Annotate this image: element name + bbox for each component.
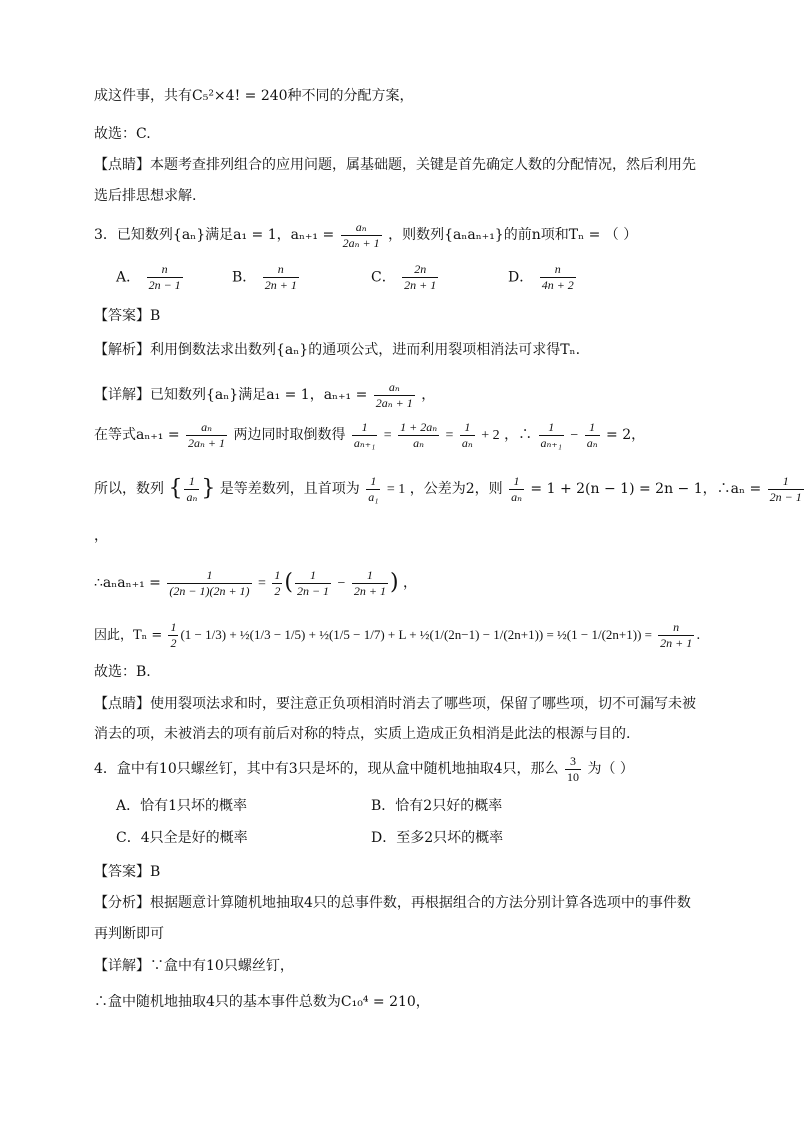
- frac-den: 2: [274, 583, 281, 598]
- frac-num: 1: [464, 419, 471, 434]
- analysis-line: 【解析】利用倒数法求出数列{aₙ}的通项公式，进而利用裂项相消法可求得Tₙ.: [94, 342, 581, 358]
- choose-line: 故选：B.: [94, 664, 151, 680]
- frac-num: n: [161, 262, 168, 276]
- option-fraction: [402, 262, 438, 293]
- fraction: [272, 568, 282, 599]
- fraction: [768, 474, 804, 505]
- so-text: ，公差为2，则: [409, 481, 503, 497]
- frac-den: 2n − 1: [296, 583, 330, 598]
- detail-text: ，: [421, 387, 436, 403]
- sum-line: [94, 616, 700, 655]
- frac-den: 10: [567, 769, 579, 784]
- frac-num: n: [554, 262, 561, 276]
- fraction: [366, 474, 380, 505]
- option-c[interactable]: C．4只全是好的概率: [116, 830, 248, 846]
- frac-den: aₙ: [398, 435, 439, 451]
- answer-label: 【答案】B: [94, 864, 161, 880]
- detail-line: 【详解】∵盒中有10只螺丝钉，: [94, 958, 294, 974]
- frac-den: 2aₙ + 1: [188, 435, 226, 450]
- option-d[interactable]: [508, 262, 578, 293]
- question-3: [94, 218, 700, 252]
- frac-num: 1: [206, 567, 213, 582]
- frac-den: 2aₙ + 1: [375, 395, 413, 410]
- comment-line: 【点睛】使用裂项法求和时，要注意正负项相消时消去了哪些项，保留了哪些项，切不可漏写未被: [94, 696, 696, 712]
- frac-den: aₙ₊₁: [540, 435, 562, 450]
- frac-num: 1: [370, 473, 377, 488]
- answer-label: 【答案】B: [94, 308, 161, 324]
- so-text: 是等差数列，且首项为: [219, 481, 360, 497]
- minus-sign: −: [570, 428, 579, 443]
- sum-text: 因此，Tₙ =: [94, 628, 163, 643]
- frac-num: 3: [570, 753, 576, 768]
- frac-num: 1: [310, 567, 316, 582]
- option-fraction: [263, 262, 299, 293]
- option-label: D．: [508, 269, 534, 286]
- option-fraction: [147, 262, 183, 293]
- fraction: [658, 620, 694, 651]
- analysis-line: 【分析】根据题意计算随机地抽取4只的总事件数，再根据组合的方法分别计算各选项中的事件数: [94, 895, 691, 911]
- probability-fraction: [565, 754, 581, 785]
- frac-num: n: [673, 620, 680, 634]
- frac-num: 1: [782, 473, 789, 488]
- frac-num: 1: [513, 473, 520, 488]
- question-4: [94, 752, 700, 786]
- product-line: ∴aₙaₙ₊₁ = $\frac{1}{(2n - 1)(2n + 1)}$ = $\frac{1}{2}$ ( $\frac{1}{2n - 1}$ − $\frac{1}{2n + 1}$ ) ，: [94, 567, 418, 598]
- question-3-text-a: 3．已知数列{aₙ}满足a₁ = 1，aₙ₊₁ =: [94, 227, 335, 243]
- option-label: A．: [116, 269, 141, 286]
- fraction: [295, 568, 331, 599]
- comment-line: 【点睛】本题考查排列组合的应用问题，属基础题，关键是首先确定人数的分配情况，然后利用先: [94, 157, 696, 173]
- frac-den: aₙ: [586, 435, 598, 450]
- question-4-text-a: 4．盒中有10只螺丝钉，其中有3只是坏的，现从盒中随机地抽取4只，那么: [94, 761, 559, 777]
- frac-den: a₁: [368, 489, 379, 504]
- analysis-line: 再判断即可: [94, 926, 164, 942]
- reciprocal-line: 在等式aₙ₊₁ = $\frac{\text{aₙ}}{\text{2aₙ + 1}}$ 两边同时取倒数得 $\frac{1}{\text{aₙ₊₁}}$ = $\frac{\text{1 + 2aₙ}}{\text{aₙ}}$ = $\frac{1}{\text{aₙ}}$ + 2 ，∴ $\frac{1}{\text{aₙ₊₁}}$ − $\frac{1}{\text{aₙ}}$ = 2，: [94, 419, 646, 450]
- recurrence-fraction: [374, 380, 415, 411]
- option-d[interactable]: D．至多2只坏的概率: [371, 830, 504, 846]
- so-text: = 1 + 2(n − 1) = 2n − 1，∴aₙ =: [530, 481, 762, 497]
- frac-den: aₙ: [461, 435, 473, 450]
- frac-num: n: [277, 262, 284, 276]
- frac-num: aₙ: [388, 379, 400, 394]
- eq-text: ，∴: [504, 427, 533, 443]
- text-line: 故选：C.: [94, 126, 151, 142]
- prod-text: ，: [403, 575, 418, 591]
- option-a[interactable]: A．恰有1只坏的概率: [116, 798, 248, 814]
- eq-text: + 2: [481, 428, 500, 443]
- fraction: [167, 568, 251, 599]
- fraction: [184, 474, 199, 505]
- so-text: 所以，数列: [94, 481, 164, 497]
- frac-num: 1: [361, 419, 368, 434]
- frac-num: 1: [274, 567, 281, 582]
- comment-line: 消去的项，未被消去的项有前后对称的特点，实质上造成正负相消是此法的根源与目的.: [94, 726, 631, 742]
- question-3-text-b: ，则数列{aₙaₙ₊₁}的前n项和Tₙ = （ ）: [388, 227, 638, 243]
- frac-den: aₙ₊₁: [353, 435, 376, 450]
- fraction: [460, 420, 475, 451]
- sequence-line: 所以，数列 { $\frac{1}{\text{aₙ}}$ } 是等差数列，且首项为 $\frac{1}{\text{a₁}}$ = 1 ，公差为2，则 $\frac{1}{\text{aₙ}}$ = 1 + 2(n − 1) = 2n − 1，∴aₙ = $\frac{1}{2n - 1}$: [94, 473, 802, 504]
- frac-den: 2n − 1: [148, 278, 181, 292]
- option-label: C．: [371, 269, 396, 286]
- eq-text: 两边同时取倒数得: [233, 427, 346, 443]
- option-fraction: [540, 262, 576, 293]
- question-4-text-b: 为（ ）: [587, 761, 634, 777]
- text-line: 成这件事，共有C₅²×4! = 240种不同的分配方案，: [94, 88, 414, 104]
- frac-num: 1: [589, 419, 596, 434]
- sum-expression: (1 − 1/3) + ½(1/3 − 1/5) + ½(1/5 − 1/7) + L + ½(1/(2n−1) − 1/(2n+1)) = ½(1 − 1/(2n+1)) =: [180, 627, 652, 642]
- frac-num: 1 + 2aₙ: [400, 419, 438, 434]
- detail-line: ∴盒中随机地抽取4只的基本事件总数为C₁₀⁴ = 210，: [94, 994, 430, 1010]
- recurrence-fraction: [341, 220, 382, 251]
- detail-text: 【详解】已知数列{aₙ}满足a₁ = 1，aₙ₊₁ =: [94, 387, 368, 403]
- fraction: [186, 420, 227, 451]
- minus-sign: −: [337, 576, 346, 591]
- frac-num: aₙ: [355, 219, 367, 234]
- option-b[interactable]: B．恰有2只好的概率: [371, 798, 503, 814]
- fraction: [539, 420, 564, 451]
- frac-den: 2: [170, 636, 177, 650]
- frac-den: 2aₙ + 1: [342, 235, 380, 250]
- eq-text: 在等式aₙ₊₁ =: [94, 427, 180, 443]
- frac-den: 2n − 1: [769, 489, 802, 504]
- frac-den: 4n + 2: [541, 278, 574, 292]
- fraction: [509, 474, 524, 505]
- fraction: [352, 568, 388, 599]
- frac-den: (2n − 1)(2n + 1): [169, 583, 250, 598]
- fraction: [398, 420, 439, 451]
- comment-line: 选后排思想求解.: [94, 188, 197, 204]
- option-a[interactable]: [116, 262, 185, 293]
- frac-den: 2n + 1: [353, 583, 386, 598]
- fraction: [352, 420, 377, 451]
- frac-num: 1: [170, 620, 177, 634]
- frac-num: aₙ: [201, 419, 212, 434]
- frac-num: 1: [548, 419, 555, 434]
- frac-den: 2n + 1: [404, 278, 437, 292]
- frac-den: 2n + 1: [264, 278, 297, 292]
- frac-den: aₙ: [511, 489, 522, 504]
- frac-den: 2n + 1: [660, 636, 693, 650]
- option-c[interactable]: [371, 262, 440, 293]
- sum-text: .: [696, 628, 701, 643]
- detail-line: [94, 378, 700, 412]
- frac-num: 1: [188, 473, 195, 488]
- frac-den: aₙ: [186, 489, 198, 504]
- prod-text: ∴aₙaₙ₊₁ =: [94, 575, 161, 591]
- fraction: [168, 620, 178, 651]
- comma-line: ，: [94, 528, 108, 544]
- option-b[interactable]: [232, 262, 301, 293]
- option-label: B．: [232, 269, 257, 286]
- eq-text: = 2，: [606, 427, 646, 443]
- eq-text: = 1: [386, 482, 406, 497]
- fraction: [585, 420, 600, 451]
- frac-num: 2n: [414, 262, 427, 276]
- frac-num: 1: [366, 567, 373, 582]
